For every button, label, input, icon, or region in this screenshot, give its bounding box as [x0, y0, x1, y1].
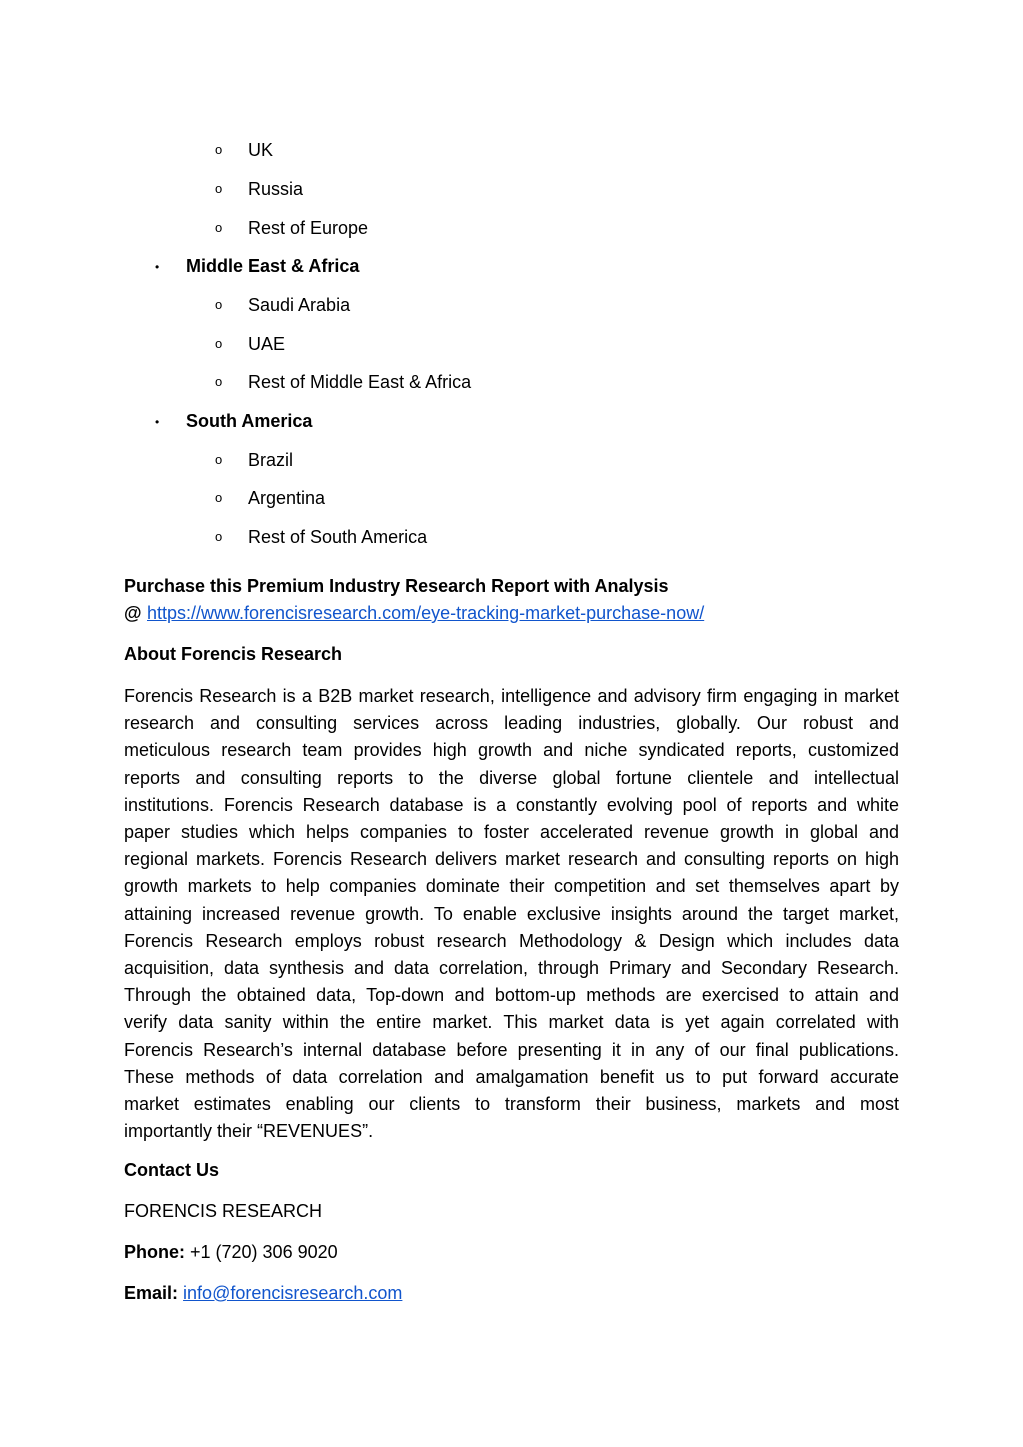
about-paragraph	[124, 683, 899, 1145]
list-item-rest-of-south-america: Rest of South America	[248, 527, 428, 547]
paragraph-line: regional markets. Forencis Research delivers market research and consulting reports on high	[124, 849, 899, 870]
phone-value: +1 (720) 306 9020	[185, 1242, 338, 1262]
paragraph-line: importantly their “REVENUES”.	[124, 1121, 374, 1142]
company-name: FORENCIS RESEARCH	[124, 1201, 323, 1221]
paragraph-line: reports and consulting reports to the diverse global fortune clientele and intellectual	[124, 767, 899, 788]
main-bullet: •	[155, 415, 160, 429]
list-item-rest-of-europe: Rest of Europe	[248, 218, 369, 238]
sub-bullet: o	[215, 297, 223, 312]
sub-bullet: o	[215, 220, 223, 235]
phone-line	[124, 1241, 338, 1263]
phone-label: Phone:	[124, 1242, 185, 1262]
paragraph-line: Through the obtained data, Top-down and bottom-up methods are exercised to attain and	[124, 985, 899, 1006]
main-bullet: •	[155, 260, 160, 274]
purchase-heading: Purchase this Premium Industry Research Report with Analysis	[124, 576, 669, 596]
sub-bullet: o	[215, 181, 223, 196]
sub-bullet: o	[215, 452, 223, 467]
purchase-link[interactable]: https://www.forencisresearch.com/eye-tracking-market-purchase-now/	[147, 603, 705, 623]
list-item-uk: UK	[248, 140, 274, 160]
contact-heading: Contact Us	[124, 1160, 220, 1180]
sub-bullet: o	[215, 529, 223, 544]
list-item-brazil: Brazil	[248, 450, 294, 470]
paragraph-line: verify data sanity within the entire market. This market data is yet again correlated with	[124, 1012, 899, 1033]
paragraph-line: These methods of data correlation and amalgamation benefit us to put forward accurate	[124, 1066, 899, 1087]
paragraph-line: growth markets to help companies dominate their competition and set themselves apart by	[124, 876, 899, 897]
paragraph-line: research and consulting services across leading industries, globally. Our robust and	[124, 713, 899, 734]
paragraph-line: attaining increased revenue growth. To enable exclusive insights around the target market,	[124, 903, 899, 924]
paragraph-line: Forencis Research’s internal database before presenting it in any of our final publications.	[124, 1039, 899, 1060]
sub-bullet: o	[215, 142, 223, 157]
sub-bullet: o	[215, 336, 223, 351]
paragraph-line: acquisition, data synthesis and data correlation, through Primary and Secondary Research.	[124, 958, 899, 979]
sub-bullet: o	[215, 374, 223, 389]
paragraph-line: institutions. Forencis Research database is a constantly evolving pool of reports and white	[124, 794, 899, 815]
list-heading-mea: Middle East & Africa	[186, 256, 360, 276]
email-label: Email:	[124, 1283, 179, 1303]
list-item-uae: UAE	[248, 334, 286, 354]
sub-bullet: o	[215, 490, 223, 505]
about-heading: About Forencis Research	[124, 644, 343, 664]
paragraph-line: Forencis Research is a B2B market research, intelligence and advisory firm engaging in market	[124, 686, 899, 706]
list-item-rest-of-mea: Rest of Middle East & Africa	[248, 372, 472, 392]
list-item-saudi-arabia: Saudi Arabia	[248, 295, 351, 315]
email-line	[124, 1282, 402, 1304]
purchase-at-sign: @	[124, 603, 142, 623]
email-link[interactable]: info@forencisresearch.com	[183, 1283, 403, 1303]
paragraph-line: market estimates enabling our clients to transform their business, markets and most	[124, 1094, 899, 1115]
paragraph-line: Forencis Research employs robust research Methodology & Design which includes data	[124, 930, 899, 951]
list-heading-south-america: South America	[186, 411, 313, 431]
paragraph-line: meticulous research team provides high growth and niche syndicated reports, customized	[124, 740, 899, 761]
list-item-argentina: Argentina	[248, 488, 326, 508]
paragraph-line: paper studies which helps companies to foster accelerated revenue growth in global and	[124, 822, 899, 843]
list-item-russia: Russia	[248, 179, 304, 199]
